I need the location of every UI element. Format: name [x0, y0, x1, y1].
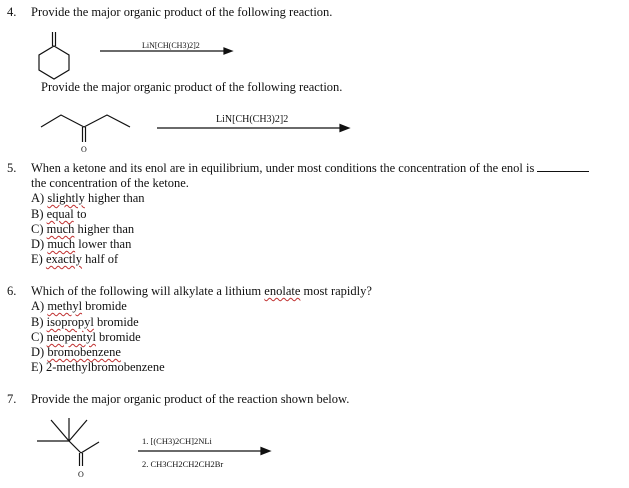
option-5a[interactable]: A) slightly higher than: [31, 191, 145, 205]
option-6a[interactable]: A) methyl bromide: [31, 299, 127, 313]
option-6b[interactable]: B) isopropyl bromide: [31, 315, 139, 329]
cyclohexanone-structure: [39, 32, 69, 79]
ketone-structure: [41, 115, 130, 142]
reagent-label-1: LiN[CH(CH3)2]2: [142, 41, 200, 50]
oxygen-label-2: O: [78, 470, 84, 479]
question-number-5: 5.: [7, 161, 17, 175]
option-5c[interactable]: C) much higher than: [31, 222, 135, 236]
reagent-label-2: LiN[CH(CH3)2]2: [216, 114, 289, 125]
option-6c[interactable]: C) neopentyl bromide: [31, 330, 141, 344]
question-4-prompt: Provide the major organic product of the following reaction.: [31, 5, 333, 19]
option-6d[interactable]: D) bromobenzene: [31, 345, 121, 359]
option-5b[interactable]: B) equal to: [31, 207, 87, 221]
question-4b-prompt: Provide the major organic product of the following reaction.: [41, 80, 343, 94]
question-number-6: 6.: [7, 284, 17, 298]
option-5e[interactable]: E) exactly half of: [31, 252, 119, 266]
question-number-4: 4.: [7, 5, 17, 19]
reagent-step-2: 2. CH3CH2CH2CH2Br: [142, 459, 224, 469]
question-6-prompt: Which of the following will alkylate a lithium enolate most rapidly?: [31, 284, 372, 298]
question-5-text: When a ketone and its enol are in equilibrium, under most conditions the concentration of the enol is: [31, 161, 535, 175]
option-6e[interactable]: E) 2-methylbromobenzene: [31, 360, 165, 374]
question-5-line-1: [31, 161, 589, 176]
question-number-7: 7.: [7, 392, 17, 406]
tert-butyl-ketone-structure: [37, 418, 99, 466]
oxygen-label-1: O: [81, 145, 87, 154]
reagent-step-1: 1. [(CH3)2CH]2NLi: [142, 436, 212, 446]
question-7-prompt: Provide the major organic product of the reaction shown below.: [31, 392, 350, 406]
option-5d[interactable]: D) much lower than: [31, 237, 132, 251]
answer-blank[interactable]: [537, 161, 589, 172]
question-5-line-2: the concentration of the ketone.: [31, 176, 189, 190]
